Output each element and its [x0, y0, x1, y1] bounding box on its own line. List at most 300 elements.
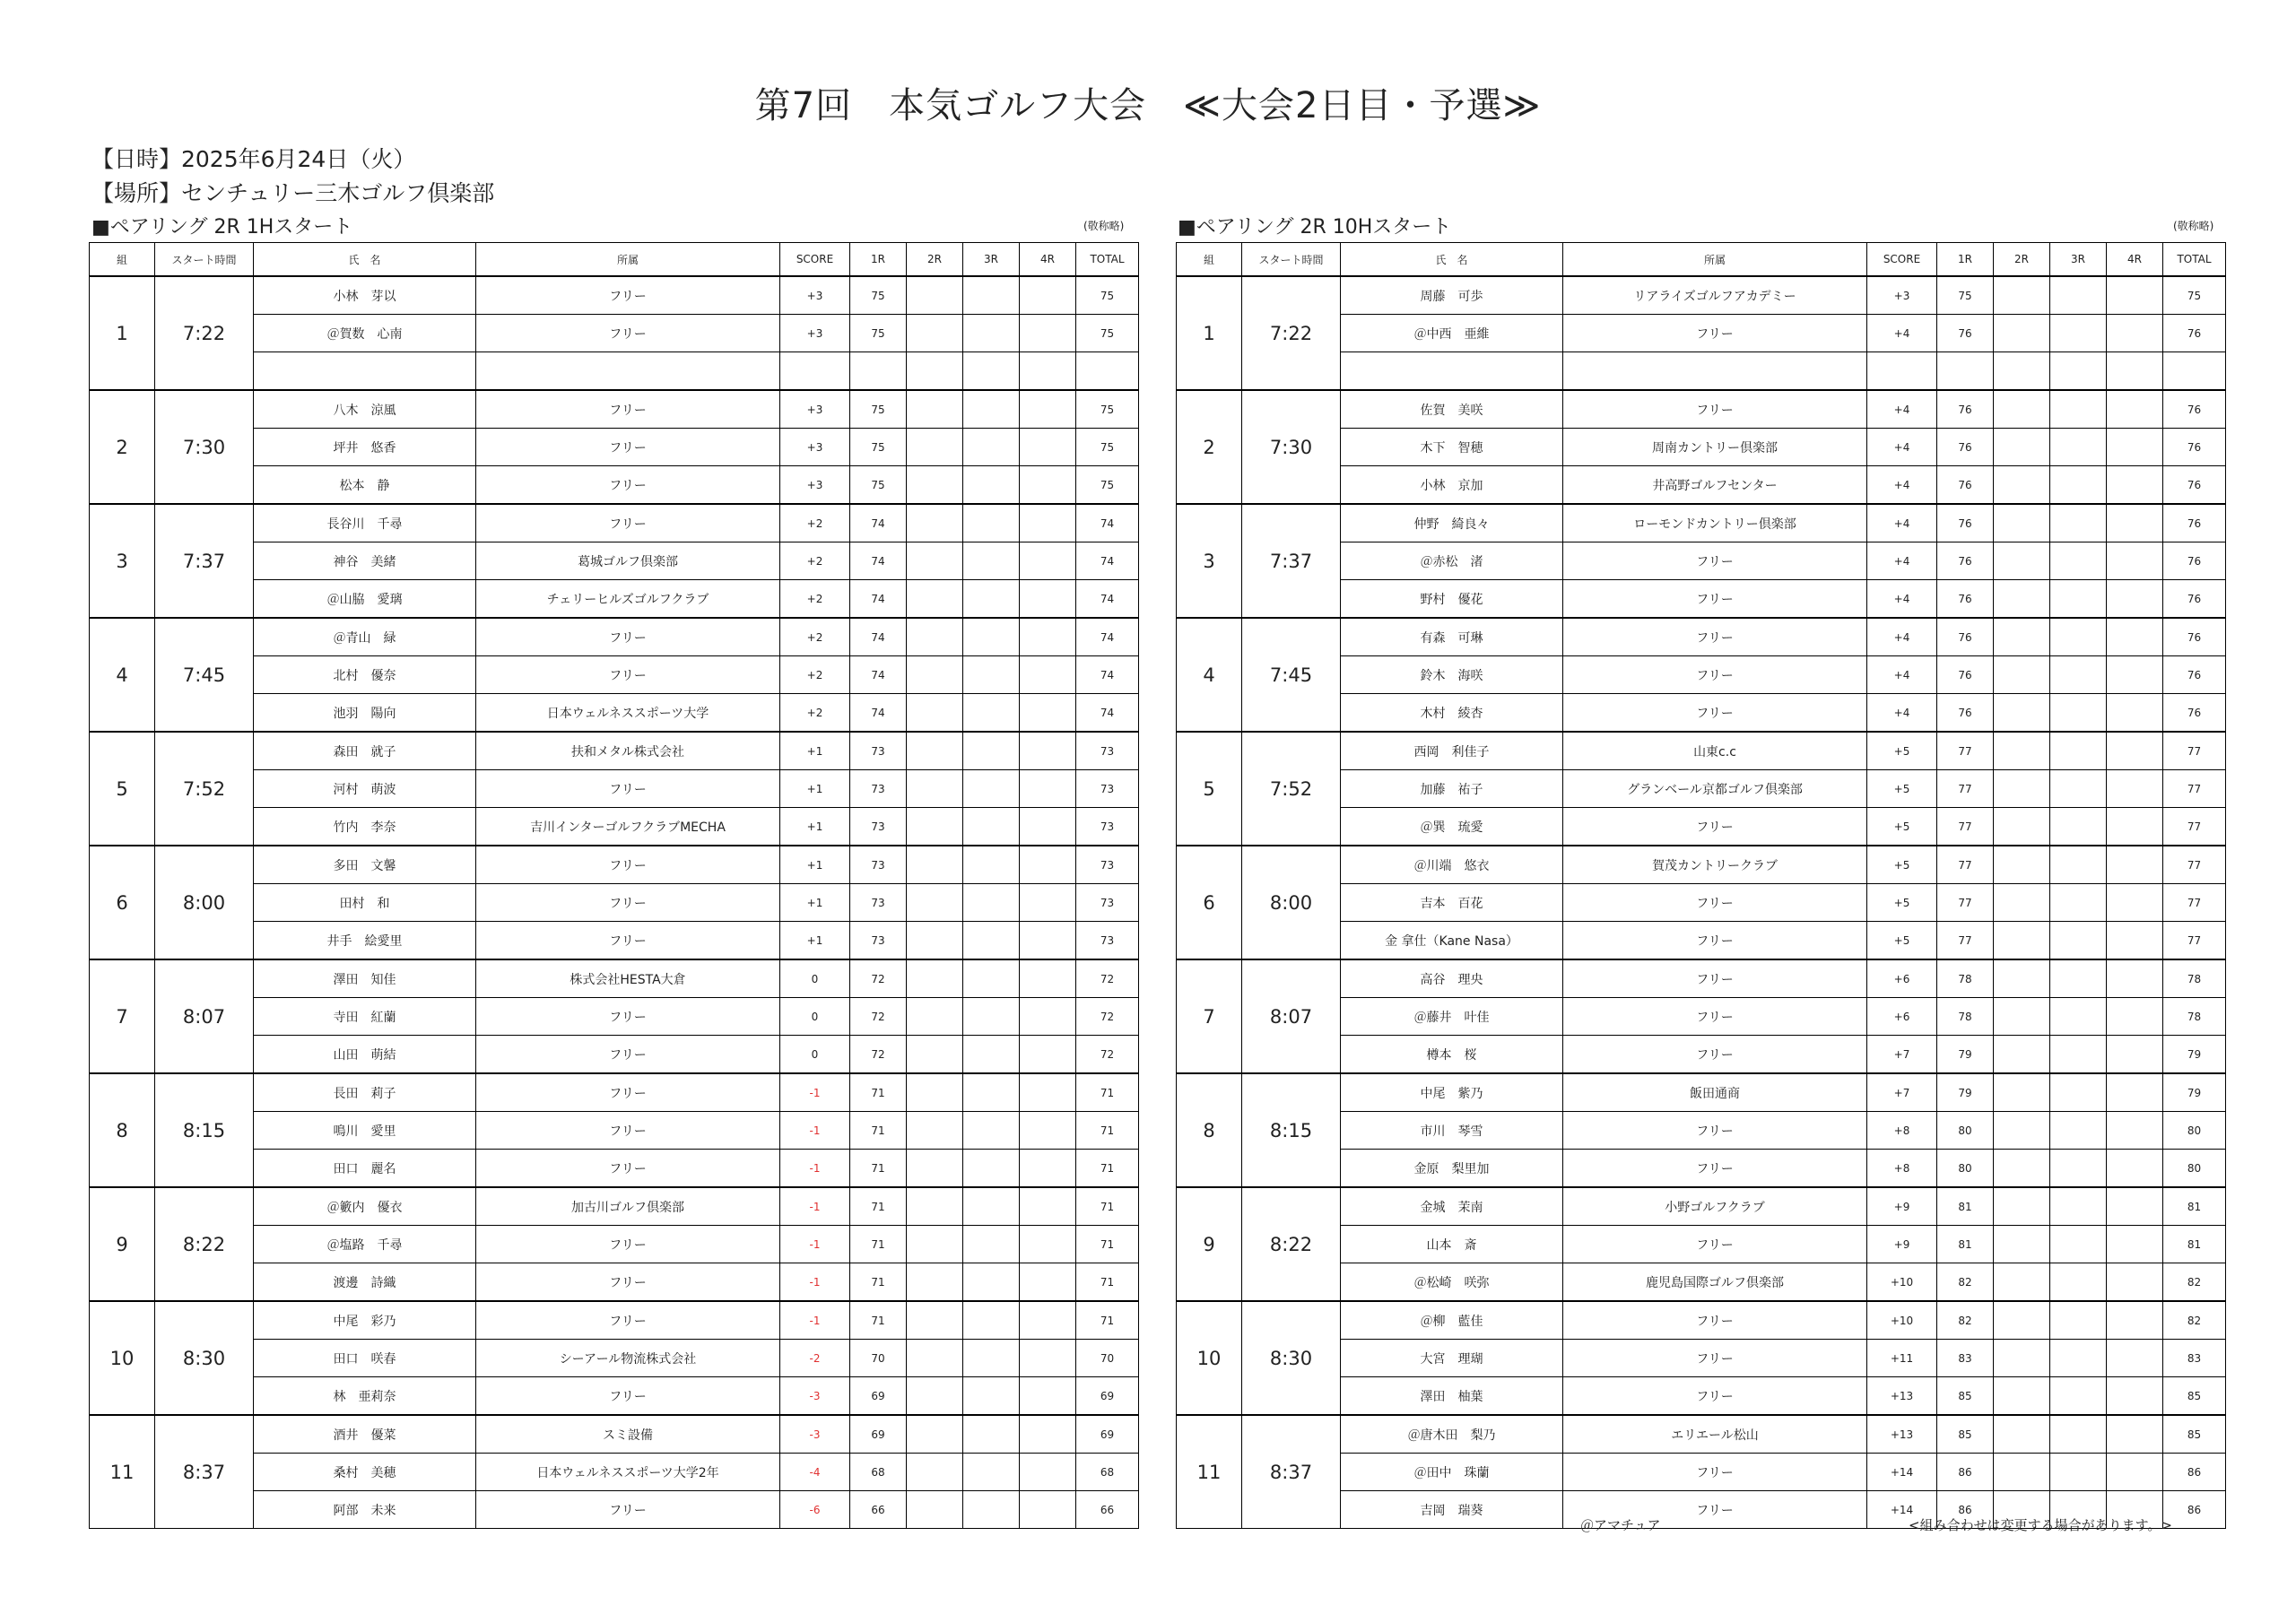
- round-1-score: 76: [1937, 542, 1994, 580]
- player-affiliation: フリー: [476, 390, 780, 429]
- player-affiliation: 吉川インターゴルフクラブMECHA: [476, 808, 780, 846]
- round-3-score: [963, 694, 1020, 733]
- player-affiliation: フリー: [1563, 315, 1867, 352]
- total-score: [2163, 352, 2226, 391]
- round-4-score: [1020, 1187, 1076, 1226]
- player-name: 高谷 理央: [1341, 959, 1563, 998]
- round-3-score: [2050, 1263, 2107, 1302]
- player-name: 中尾 紫乃: [1341, 1073, 1563, 1112]
- round-3-score: [963, 1263, 1020, 1302]
- round-2-score: [1994, 1263, 2050, 1302]
- player-name: 八木 涼風: [254, 390, 476, 429]
- round-4-score: [1020, 732, 1076, 770]
- total-score: 74: [1076, 656, 1139, 694]
- player-name: ＠籔内 優衣: [254, 1187, 476, 1226]
- round-2-score: [1994, 1073, 2050, 1112]
- round-4-score: [2107, 1301, 2163, 1340]
- round-2-score: [1994, 580, 2050, 619]
- player-name: 長谷川 千尋: [254, 504, 476, 542]
- round-1-score: 77: [1937, 846, 1994, 884]
- player-score: +2: [780, 504, 850, 542]
- start-time: 8:30: [155, 1301, 254, 1415]
- round-1-score: 74: [850, 580, 907, 619]
- round-3-score: [963, 1112, 1020, 1150]
- round-1-score: 82: [1937, 1301, 1994, 1340]
- player-affiliation: フリー: [1563, 808, 1867, 846]
- header-group: 組: [1177, 243, 1242, 277]
- header-r1: 1R: [1937, 243, 1994, 277]
- total-score: 69: [1076, 1415, 1139, 1454]
- player-score: -2: [780, 1340, 850, 1377]
- player-score: -1: [780, 1301, 850, 1340]
- group-number: 11: [1177, 1415, 1242, 1529]
- round-2-score: [907, 466, 963, 505]
- player-affiliation: フリー: [476, 504, 780, 542]
- group-number: 5: [1177, 732, 1242, 846]
- round-2-score: [907, 1150, 963, 1188]
- player-score: +4: [1867, 580, 1937, 619]
- round-3-score: [963, 998, 1020, 1036]
- round-4-score: [1020, 1073, 1076, 1112]
- left-pairing-table: [89, 242, 1139, 1529]
- round-2-score: [907, 770, 963, 808]
- round-2-score: [1994, 1226, 2050, 1263]
- total-score: 76: [2163, 315, 2226, 352]
- round-4-score: [1020, 656, 1076, 694]
- player-score: +2: [780, 656, 850, 694]
- player-name: 加藤 祐子: [1341, 770, 1563, 808]
- table-row: [90, 959, 1139, 998]
- round-3-score: [963, 1036, 1020, 1074]
- table-row: [90, 1415, 1139, 1454]
- round-1-score: 76: [1937, 315, 1994, 352]
- round-3-score: [2050, 1036, 2107, 1074]
- round-1-score: 78: [1937, 959, 1994, 998]
- round-1-score: 73: [850, 808, 907, 846]
- player-affiliation: チェリーヒルズゴルフクラブ: [476, 580, 780, 619]
- header-total: TOTAL: [2163, 243, 2226, 277]
- table-row: [90, 846, 1139, 884]
- left-section-title: ■ペアリング 2R 1Hスタート: [91, 216, 353, 239]
- player-name: ＠塩路 千尋: [254, 1226, 476, 1263]
- group-number: 4: [90, 618, 155, 732]
- player-name: 田口 咲春: [254, 1340, 476, 1377]
- player-affiliation: フリー: [1563, 1150, 1867, 1188]
- total-score: 68: [1076, 1454, 1139, 1491]
- player-name: ＠川端 悠衣: [1341, 846, 1563, 884]
- round-4-score: [2107, 352, 2163, 391]
- round-1-score: 76: [1937, 466, 1994, 505]
- player-affiliation: 小野ゴルフクラブ: [1563, 1187, 1867, 1226]
- player-affiliation: エリエール松山: [1563, 1415, 1867, 1454]
- group-number: 9: [90, 1187, 155, 1301]
- player-name: [1341, 352, 1563, 391]
- round-4-score: [1020, 276, 1076, 315]
- round-2-score: [907, 1036, 963, 1074]
- player-name: 長田 莉子: [254, 1073, 476, 1112]
- group-number: 6: [90, 846, 155, 959]
- player-affiliation: フリー: [476, 429, 780, 466]
- round-1-score: 76: [1937, 580, 1994, 619]
- header-name: 氏 名: [254, 243, 476, 277]
- player-score: +4: [1867, 504, 1937, 542]
- round-4-score: [2107, 959, 2163, 998]
- header-r2: 2R: [1994, 243, 2050, 277]
- player-score: +3: [780, 390, 850, 429]
- total-score: 82: [2163, 1263, 2226, 1302]
- player-score: +2: [780, 542, 850, 580]
- player-score: +4: [1867, 694, 1937, 733]
- round-4-score: [1020, 770, 1076, 808]
- round-2-score: [907, 1491, 963, 1529]
- player-name: 佐賀 美咲: [1341, 390, 1563, 429]
- group-number: 10: [1177, 1301, 1242, 1415]
- player-name: 小林 芽以: [254, 276, 476, 315]
- player-name: 大宮 理瑚: [1341, 1340, 1563, 1377]
- group-number: 9: [1177, 1187, 1242, 1301]
- player-affiliation: フリー: [476, 922, 780, 960]
- round-3-score: [2050, 732, 2107, 770]
- round-4-score: [2107, 656, 2163, 694]
- player-score: 0: [780, 1036, 850, 1074]
- header-r3: 3R: [2050, 243, 2107, 277]
- total-score: 69: [1076, 1377, 1139, 1416]
- player-affiliation: リアライズゴルフアカデミー: [1563, 276, 1867, 315]
- player-affiliation: フリー: [476, 998, 780, 1036]
- round-4-score: [1020, 1491, 1076, 1529]
- total-score: 70: [1076, 1340, 1139, 1377]
- round-2-score: [1994, 1377, 2050, 1416]
- player-score: +3: [780, 429, 850, 466]
- round-4-score: [2107, 1377, 2163, 1416]
- event-venue: 【場所】センチュリー三木ゴルフ倶楽部: [91, 180, 495, 206]
- player-name: ＠柳 藍佳: [1341, 1301, 1563, 1340]
- player-affiliation: フリー: [476, 656, 780, 694]
- player-score: +3: [780, 276, 850, 315]
- total-score: 81: [2163, 1226, 2226, 1263]
- round-2-score: [1994, 504, 2050, 542]
- round-3-score: [963, 1491, 1020, 1529]
- group-number: 11: [90, 1415, 155, 1529]
- player-name: 田口 麗名: [254, 1150, 476, 1188]
- player-affiliation: フリー: [476, 618, 780, 656]
- round-3-score: [963, 1377, 1020, 1416]
- round-3-score: [2050, 1301, 2107, 1340]
- player-affiliation: フリー: [1563, 1340, 1867, 1377]
- player-score: +9: [1867, 1226, 1937, 1263]
- player-affiliation: 周南カントリー倶楽部: [1563, 429, 1867, 466]
- table-row: [90, 1187, 1139, 1226]
- round-2-score: [907, 580, 963, 619]
- player-score: +11: [1867, 1340, 1937, 1377]
- total-score: 75: [1076, 276, 1139, 315]
- round-1-score: 77: [1937, 922, 1994, 960]
- player-affiliation: フリー: [1563, 922, 1867, 960]
- player-score: +7: [1867, 1073, 1937, 1112]
- round-4-score: [2107, 1263, 2163, 1302]
- total-score: 77: [2163, 808, 2226, 846]
- round-3-score: [2050, 1454, 2107, 1491]
- round-4-score: [1020, 1263, 1076, 1302]
- round-3-score: [963, 276, 1020, 315]
- round-1-score: 79: [1937, 1073, 1994, 1112]
- player-affiliation: 株式会社HESTA大倉: [476, 959, 780, 998]
- player-affiliation: フリー: [1563, 1301, 1867, 1340]
- player-affiliation: 賀茂カントリークラブ: [1563, 846, 1867, 884]
- round-3-score: [963, 618, 1020, 656]
- round-2-score: [907, 1073, 963, 1112]
- player-score: +1: [780, 846, 850, 884]
- table-row: [90, 1301, 1139, 1340]
- round-1-score: 83: [1937, 1340, 1994, 1377]
- player-score: +6: [1867, 959, 1937, 998]
- player-name: 井手 絵愛里: [254, 922, 476, 960]
- round-2-score: [907, 542, 963, 580]
- total-score: 75: [1076, 315, 1139, 352]
- round-3-score: [963, 770, 1020, 808]
- player-score: +13: [1867, 1415, 1937, 1454]
- player-name: ＠中西 亜維: [1341, 315, 1563, 352]
- player-affiliation: フリー: [1563, 1491, 1867, 1529]
- round-1-score: 76: [1937, 429, 1994, 466]
- player-name: ＠青山 緑: [254, 618, 476, 656]
- player-score: +10: [1867, 1263, 1937, 1302]
- round-3-score: [2050, 1415, 2107, 1454]
- player-name: ＠藤井 叶佳: [1341, 998, 1563, 1036]
- round-4-score: [2107, 846, 2163, 884]
- header-total: TOTAL: [1076, 243, 1139, 277]
- total-score: 72: [1076, 959, 1139, 998]
- round-2-score: [907, 808, 963, 846]
- table-row: [90, 504, 1139, 542]
- player-score: +4: [1867, 390, 1937, 429]
- player-score: +4: [1867, 656, 1937, 694]
- round-2-score: [907, 1454, 963, 1491]
- player-affiliation: 山東c.c: [1563, 732, 1867, 770]
- player-affiliation: フリー: [476, 1301, 780, 1340]
- round-2-score: [907, 618, 963, 656]
- round-2-score: [907, 732, 963, 770]
- table-row: [1177, 504, 2226, 542]
- total-score: 77: [2163, 846, 2226, 884]
- table-row: [90, 390, 1139, 429]
- round-1-score: 76: [1937, 656, 1994, 694]
- round-3-score: [2050, 580, 2107, 619]
- player-score: -3: [780, 1377, 850, 1416]
- round-3-score: [963, 1150, 1020, 1188]
- round-1-score: 75: [850, 390, 907, 429]
- round-2-score: [1994, 884, 2050, 922]
- header-r2: 2R: [907, 243, 963, 277]
- round-4-score: [2107, 732, 2163, 770]
- total-score: 71: [1076, 1301, 1139, 1340]
- player-affiliation: 日本ウェルネススポーツ大学2年: [476, 1454, 780, 1491]
- player-name: 北村 優奈: [254, 656, 476, 694]
- player-name: 木下 智穂: [1341, 429, 1563, 466]
- player-name: 林 亜莉奈: [254, 1377, 476, 1416]
- player-score: -1: [780, 1112, 850, 1150]
- round-4-score: [2107, 884, 2163, 922]
- round-4-score: [2107, 922, 2163, 960]
- total-score: 74: [1076, 542, 1139, 580]
- player-score: -1: [780, 1187, 850, 1226]
- round-1-score: 73: [850, 922, 907, 960]
- round-1-score: 75: [850, 315, 907, 352]
- player-score: +5: [1867, 770, 1937, 808]
- round-2-score: [1994, 770, 2050, 808]
- player-affiliation: フリー: [476, 1226, 780, 1263]
- player-name: ＠松崎 咲弥: [1341, 1263, 1563, 1302]
- player-score: +2: [780, 618, 850, 656]
- player-affiliation: 飯田通商: [1563, 1073, 1867, 1112]
- round-1-score: 74: [850, 694, 907, 733]
- round-3-score: [2050, 808, 2107, 846]
- total-score: 77: [2163, 884, 2226, 922]
- start-time: 8:07: [155, 959, 254, 1073]
- player-name: 澤田 知佳: [254, 959, 476, 998]
- player-score: +8: [1867, 1150, 1937, 1188]
- header-affiliation: 所属: [476, 243, 780, 277]
- start-time: 7:52: [155, 732, 254, 846]
- round-1-score: 81: [1937, 1187, 1994, 1226]
- player-affiliation: フリー: [476, 1073, 780, 1112]
- round-1-score: 70: [850, 1340, 907, 1377]
- player-affiliation: フリー: [1563, 390, 1867, 429]
- round-4-score: [1020, 694, 1076, 733]
- round-4-score: [2107, 770, 2163, 808]
- player-name: 西岡 利佳子: [1341, 732, 1563, 770]
- player-name: 周藤 可歩: [1341, 276, 1563, 315]
- round-1-score: [850, 352, 907, 391]
- round-1-score: 82: [1937, 1263, 1994, 1302]
- round-4-score: [1020, 1454, 1076, 1491]
- player-affiliation: フリー: [1563, 1226, 1867, 1263]
- round-2-score: [907, 656, 963, 694]
- header-r1: 1R: [850, 243, 907, 277]
- round-2-score: [1994, 1187, 2050, 1226]
- player-affiliation: 井高野ゴルフセンター: [1563, 466, 1867, 505]
- table-row: [1177, 1073, 2226, 1112]
- round-4-score: [2107, 1454, 2163, 1491]
- player-affiliation: フリー: [476, 1036, 780, 1074]
- round-4-score: [1020, 429, 1076, 466]
- player-affiliation: フリー: [1563, 656, 1867, 694]
- total-score: 76: [2163, 466, 2226, 505]
- round-4-score: [1020, 1112, 1076, 1150]
- group-number: 8: [1177, 1073, 1242, 1187]
- header-r3: 3R: [963, 243, 1020, 277]
- start-time: 7:30: [155, 390, 254, 504]
- round-1-score: 85: [1937, 1415, 1994, 1454]
- group-number: 7: [90, 959, 155, 1073]
- group-number: 1: [1177, 276, 1242, 390]
- total-score: 73: [1076, 884, 1139, 922]
- player-name: ＠唐木田 梨乃: [1341, 1415, 1563, 1454]
- player-name: 仲野 綺良々: [1341, 504, 1563, 542]
- round-4-score: [2107, 429, 2163, 466]
- player-score: +9: [1867, 1187, 1937, 1226]
- player-score: +1: [780, 770, 850, 808]
- round-3-score: [2050, 1226, 2107, 1263]
- round-2-score: [1994, 922, 2050, 960]
- round-4-score: [1020, 1150, 1076, 1188]
- round-3-score: [963, 429, 1020, 466]
- player-score: +2: [780, 694, 850, 733]
- total-score: 77: [2163, 732, 2226, 770]
- table-row: [90, 732, 1139, 770]
- round-3-score: [963, 1226, 1020, 1263]
- total-score: 81: [2163, 1187, 2226, 1226]
- round-3-score: [2050, 770, 2107, 808]
- round-4-score: [2107, 276, 2163, 315]
- round-2-score: [907, 315, 963, 352]
- round-3-score: [2050, 352, 2107, 391]
- header-start-time: スタート時間: [1242, 243, 1341, 277]
- start-time: 7:30: [1242, 390, 1341, 504]
- total-score: 75: [1076, 466, 1139, 505]
- round-2-score: [907, 1377, 963, 1416]
- round-3-score: [963, 542, 1020, 580]
- player-affiliation: フリー: [1563, 618, 1867, 656]
- player-affiliation: フリー: [476, 884, 780, 922]
- total-score: 83: [2163, 1340, 2226, 1377]
- player-name: 有森 可琳: [1341, 618, 1563, 656]
- start-time: 8:22: [1242, 1187, 1341, 1301]
- round-2-score: [907, 429, 963, 466]
- round-3-score: [2050, 315, 2107, 352]
- total-score: 85: [2163, 1377, 2226, 1416]
- total-score: 80: [2163, 1112, 2226, 1150]
- player-score: -1: [780, 1150, 850, 1188]
- start-time: 7:22: [1242, 276, 1341, 390]
- player-affiliation: 葛城ゴルフ倶楽部: [476, 542, 780, 580]
- start-time: 7:45: [155, 618, 254, 732]
- round-2-score: [907, 504, 963, 542]
- round-3-score: [963, 1187, 1020, 1226]
- total-score: 71: [1076, 1073, 1139, 1112]
- table-row: [1177, 959, 2226, 998]
- player-score: 0: [780, 998, 850, 1036]
- right-honorific-note: (敬称略): [2173, 220, 2214, 232]
- total-score: 85: [2163, 1415, 2226, 1454]
- player-affiliation: シーアール物流株式会社: [476, 1340, 780, 1377]
- round-1-score: 66: [850, 1491, 907, 1529]
- round-2-score: [907, 1415, 963, 1454]
- round-3-score: [963, 846, 1020, 884]
- table-row: [1177, 1187, 2226, 1226]
- round-3-score: [2050, 429, 2107, 466]
- round-4-score: [2107, 1226, 2163, 1263]
- player-score: +1: [780, 808, 850, 846]
- player-score: +4: [1867, 466, 1937, 505]
- group-number: 3: [90, 504, 155, 618]
- round-2-score: [1994, 276, 2050, 315]
- round-1-score: 73: [850, 884, 907, 922]
- round-2-score: [907, 998, 963, 1036]
- header-group: 組: [90, 243, 155, 277]
- group-number: 4: [1177, 618, 1242, 732]
- player-name: [254, 352, 476, 391]
- start-time: 7:52: [1242, 732, 1341, 846]
- round-3-score: [963, 315, 1020, 352]
- player-score: +4: [1867, 542, 1937, 580]
- round-1-score: 77: [1937, 884, 1994, 922]
- round-1-score: 77: [1937, 732, 1994, 770]
- player-affiliation: [476, 352, 780, 391]
- round-4-score: [2107, 694, 2163, 733]
- round-1-score: 68: [850, 1454, 907, 1491]
- start-time: 8:00: [1242, 846, 1341, 959]
